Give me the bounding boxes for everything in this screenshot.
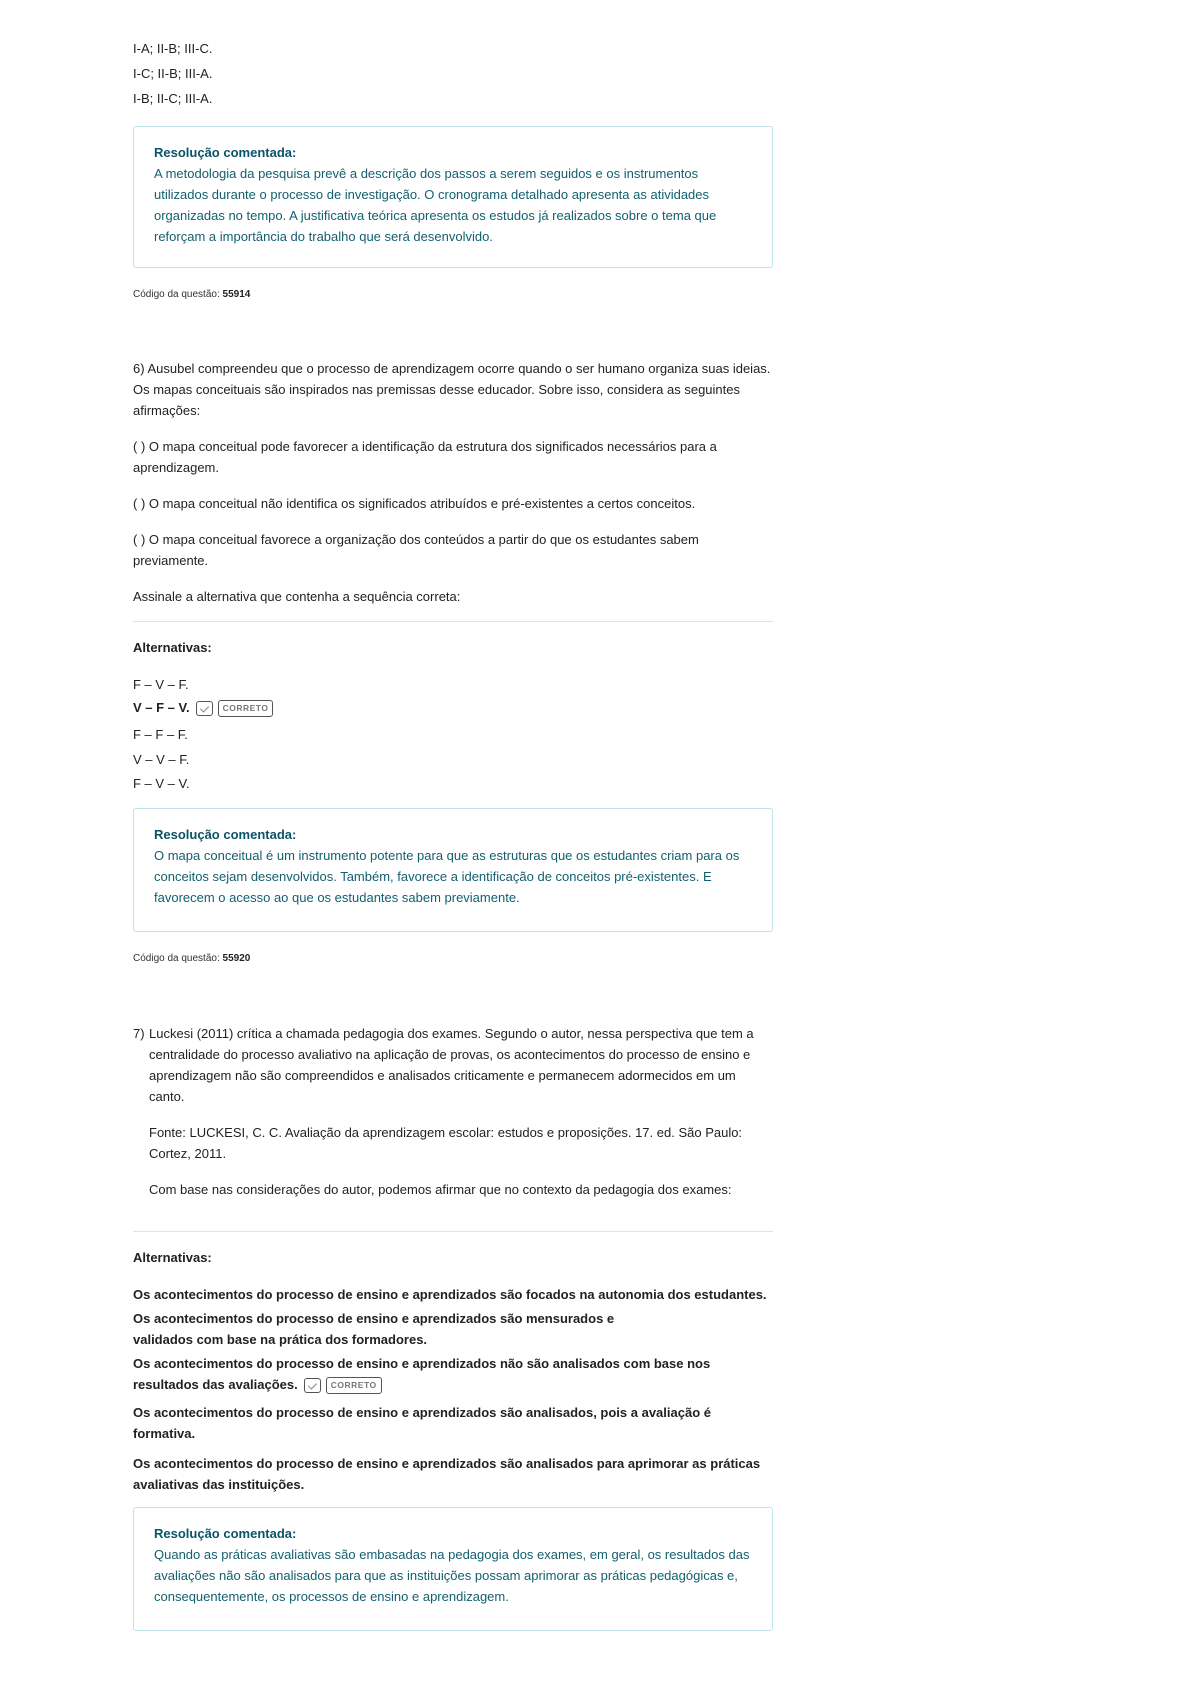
resolution-text: Quando as práticas avaliativas são embasadas na pedagogia dos exames, em geral, os resultados das avaliações não são analisados para que as instituições possam aprimorar as práticas pedagógicas e, consequentemente, os processos de ensino e aprendizagem. [154, 1547, 750, 1604]
alternative-item: Os acontecimentos do processo de ensino e aprendizados são mensurados e validados com base na prática dos formadores. [133, 1311, 615, 1347]
alternative-item: I-B; II-C; III-A. [133, 91, 213, 106]
question-code-label: Código da questão: [133, 953, 220, 964]
question-6-statement: ( ) O mapa conceitual favorece a organização dos conteúdos a partir do que os estudantes sabem previamente. [133, 532, 699, 568]
question-code-label: Código da questão: [133, 289, 220, 300]
resolution-title: Resolução comentada: [154, 1526, 297, 1541]
question-code [133, 289, 250, 300]
alternative-item: Os acontecimentos do processo de ensino e aprendizados são analisados para aprimorar as práticas avaliativas das instituições. [133, 1456, 761, 1492]
question-7-instruction: Com base nas considerações do autor, podemos afirmar que no contexto da pedagogia dos exames: [149, 1182, 732, 1197]
question-6-instruction: Assinale a alternativa que contenha a sequência correta: [133, 589, 461, 604]
alternative-item-correct [133, 700, 273, 717]
resolution-box [133, 808, 773, 932]
resolution-title: Resolução comentada: [154, 827, 297, 842]
resolution-title: Resolução comentada: [154, 145, 297, 160]
alternative-item-correct [133, 1353, 733, 1395]
question-code [133, 953, 250, 964]
check-icon [304, 1378, 321, 1393]
question-7-number: 7) [133, 1026, 145, 1041]
check-icon [196, 701, 213, 716]
alternatives-header: Alternativas: [133, 1250, 212, 1265]
alternative-item: Os acontecimentos do processo de ensino e aprendizados são analisados, pois a avaliação é formativa. [133, 1405, 711, 1441]
alternative-item: I-C; II-B; III-A. [133, 66, 213, 81]
question-7-intro: Luckesi (2011) crítica a chamada pedagogia dos exames. Segundo o autor, nessa perspectiva que tem a centralidade do processo avaliativo na aplicação de provas, os acontecimentos do processo de ensino e aprendizagem não são compreendidos e analisados criticamente e permanecem adormecidos em um canto. [149, 1026, 754, 1104]
question-6-statement: ( ) O mapa conceitual não identifica os significados atribuídos e pré-existentes a certos conceitos. [133, 496, 696, 511]
resolution-box [133, 1507, 773, 1631]
alternative-item: Os acontecimentos do processo de ensino e aprendizados são focados na autonomia dos estudantes. [133, 1287, 767, 1302]
alternatives-header: Alternativas: [133, 640, 212, 655]
question-code-value: 55914 [222, 289, 251, 300]
resolution-box [133, 126, 773, 268]
alternative-item: F – F – F. [133, 727, 188, 742]
correct-badge: CORRETO [218, 700, 274, 717]
question-6-statement: ( ) O mapa conceitual pode favorecer a identificação da estrutura dos significados necessários para a aprendizagem. [133, 439, 717, 475]
alternative-text: Os acontecimentos do processo de ensino e aprendizados não são analisados com base nos resultados das avaliações. [133, 1356, 711, 1392]
resolution-text: O mapa conceitual é um instrumento potente para que as estruturas que os estudantes criam para os conceitos sejam desenvolvidos. Também, favorece a identificação de conceitos pré-existentes. E favorecem o acesso ao que os estudantes sabem previamente. [154, 848, 740, 905]
correct-badge: CORRETO [326, 1377, 382, 1394]
alternative-item: F – V – V. [133, 776, 190, 791]
question-code-value: 55920 [222, 953, 251, 964]
divider [133, 621, 773, 622]
alternative-item: V – V – F. [133, 752, 190, 767]
alternative-text: V – F – V. [133, 700, 190, 715]
divider [133, 1231, 773, 1232]
alternative-item: F – V – F. [133, 677, 189, 692]
alternative-item: I-A; II-B; III-C. [133, 41, 213, 56]
question-6-intro: 6) Ausubel compreendeu que o processo de aprendizagem ocorre quando o ser humano organiza suas ideias. Os mapas conceituais são inspirados nas premissas desse educador. Sobre isso, considera as seguintes afirmações: [133, 361, 771, 418]
question-7-source: Fonte: LUCKESI, C. C. Avaliação da aprendizagem escolar: estudos e proposições. 17. ed. São Paulo: Cortez, 2011. [149, 1125, 743, 1161]
resolution-text: A metodologia da pesquisa prevê a descrição dos passos a serem seguidos e os instrumentos utilizados durante o processo de investigação. O cronograma detalhado apresenta as atividades organizadas no tempo. A justificativa teórica apresenta os estudos já realizados sobre o tema que reforçam a importância do trabalho que será desenvolvido. [154, 166, 717, 244]
